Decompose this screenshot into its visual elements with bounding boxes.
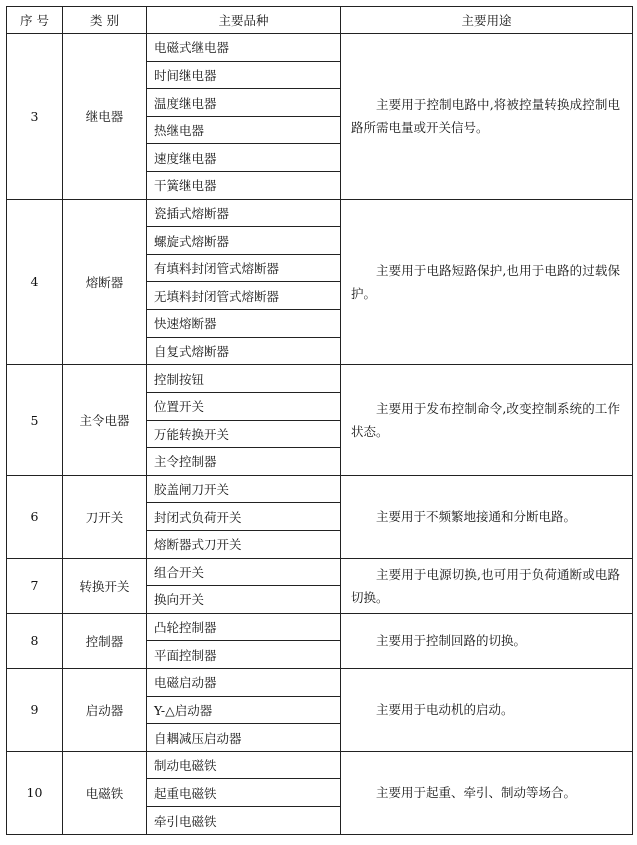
item-cell: 控制按钮 (147, 365, 341, 393)
item-cell: 起重电磁铁 (147, 779, 341, 807)
use-cell: 主要用于控制电路中,将被控量转换成控制电路所需电量或开关信号。 (341, 34, 633, 200)
item-cell: 组合开关 (147, 558, 341, 586)
use-cell: 主要用于起重、牵引、制动等场合。 (341, 751, 633, 834)
category-cell: 转换开关 (63, 558, 147, 613)
item-cell: 熔断器式刀开关 (147, 530, 341, 558)
row-number: 3 (7, 34, 63, 200)
item-cell: 胶盖闸刀开关 (147, 475, 341, 503)
item-cell: 瓷插式熔断器 (147, 199, 341, 227)
row-number: 4 (7, 199, 63, 365)
item-cell: 封闭式负荷开关 (147, 503, 341, 531)
use-cell: 主要用于发布控制命令,改变控制系统的工作状态。 (341, 365, 633, 475)
item-cell: 平面控制器 (147, 641, 341, 669)
table-header-row (7, 7, 633, 34)
row-number: 7 (7, 558, 63, 613)
electrical-apparatus-table (6, 6, 633, 835)
item-cell: 万能转换开关 (147, 420, 341, 448)
item-cell: Y-△启动器 (147, 696, 341, 724)
item-cell: 换向开关 (147, 586, 341, 614)
category-cell: 刀开关 (63, 475, 147, 558)
row-number: 6 (7, 475, 63, 558)
category-cell: 主令电器 (63, 365, 147, 475)
table-row (7, 613, 633, 641)
row-number: 9 (7, 669, 63, 752)
item-cell: 位置开关 (147, 392, 341, 420)
item-cell: 牵引电磁铁 (147, 807, 341, 835)
table-row (7, 365, 633, 393)
item-cell: 主令控制器 (147, 448, 341, 476)
category-cell: 电磁铁 (63, 751, 147, 834)
item-cell: 凸轮控制器 (147, 613, 341, 641)
table-row (7, 669, 633, 697)
use-cell: 主要用于不频繁地接通和分断电路。 (341, 475, 633, 558)
item-cell: 电磁启动器 (147, 669, 341, 697)
item-cell: 螺旋式熔断器 (147, 227, 341, 255)
item-cell: 温度继电器 (147, 89, 341, 117)
header-use: 主要用途 (341, 7, 633, 34)
table-row (7, 751, 633, 779)
use-cell: 主要用于电动机的启动。 (341, 669, 633, 752)
use-cell: 主要用于电路短路保护,也用于电路的过载保护。 (341, 199, 633, 365)
category-cell: 启动器 (63, 669, 147, 752)
item-cell: 制动电磁铁 (147, 751, 341, 779)
header-no: 序 号 (7, 7, 63, 34)
use-cell: 主要用于控制回路的切换。 (341, 613, 633, 668)
row-number: 5 (7, 365, 63, 475)
item-cell: 自耦减压启动器 (147, 724, 341, 752)
table-row (7, 475, 633, 503)
item-cell: 速度继电器 (147, 144, 341, 172)
use-cell: 主要用于电源切换,也可用于负荷通断或电路切换。 (341, 558, 633, 613)
category-cell: 熔断器 (63, 199, 147, 365)
table-row (7, 558, 633, 586)
row-number: 10 (7, 751, 63, 834)
item-cell: 电磁式继电器 (147, 34, 341, 62)
item-cell: 时间继电器 (147, 61, 341, 89)
item-cell: 有填料封闭管式熔断器 (147, 254, 341, 282)
row-number: 8 (7, 613, 63, 668)
item-cell: 干簧继电器 (147, 172, 341, 200)
table-row (7, 34, 633, 62)
item-cell: 热继电器 (147, 116, 341, 144)
item-cell: 快速熔断器 (147, 310, 341, 338)
table-row (7, 199, 633, 227)
item-cell: 无填料封闭管式熔断器 (147, 282, 341, 310)
header-items: 主要品种 (147, 7, 341, 34)
category-cell: 继电器 (63, 34, 147, 200)
item-cell: 自复式熔断器 (147, 337, 341, 365)
table-body (7, 34, 633, 835)
header-category: 类 别 (63, 7, 147, 34)
category-cell: 控制器 (63, 613, 147, 668)
